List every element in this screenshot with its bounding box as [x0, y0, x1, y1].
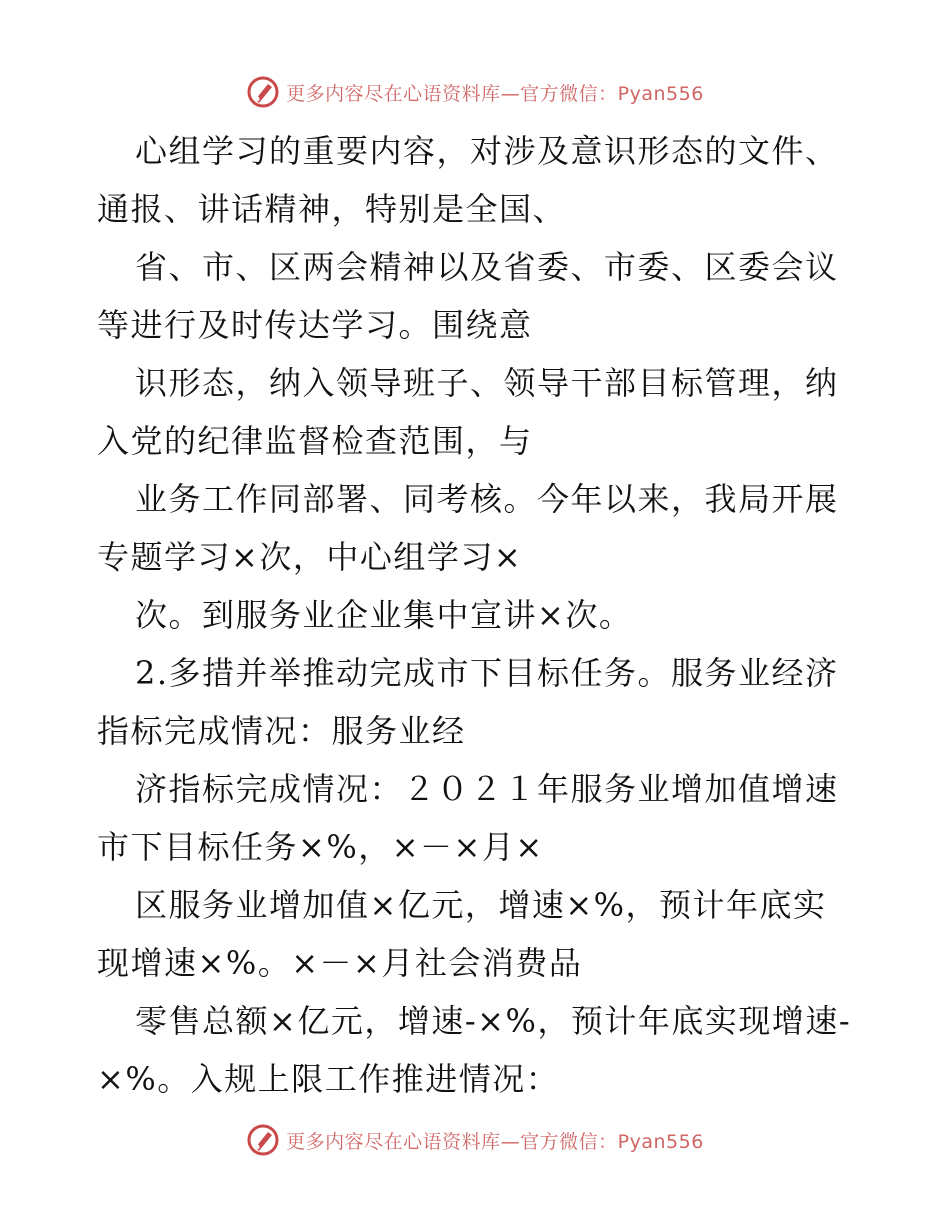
pen-circle-logo-icon — [246, 1123, 280, 1157]
paragraph-1: 心组学习的重要内容，对涉及意识形态的文件、通报、讲话精神，特别是全国、 — [97, 132, 839, 228]
paragraph-6: 2.多措并举推动完成市下目标任务。服务业经济指标完成情况：服务业经 — [97, 654, 839, 750]
paragraph-8: 区服务业增加值×亿元，增速×%，预计年底实现增速×%。×－×月社会消费品 — [97, 886, 827, 982]
paragraph-7: 济指标完成情况：２０２１年服务业增加值增速市下目标任务×%，×－×月× — [97, 770, 839, 866]
paragraph-5: 次。到服务业企业集中宣讲×次。 — [135, 596, 633, 634]
paragraph-2: 省、市、区两会精神以及省委、市委、区委会议等进行及时传达学习。围绕意 — [97, 248, 839, 344]
paragraph-3: 识形态，纳入领导班子、领导干部目标管理，纳入党的纪律监督检查范围，与 — [97, 364, 839, 460]
watermark-footer — [0, 1120, 950, 1160]
pen-circle-logo-icon — [246, 75, 280, 109]
paragraph-9: 零售总额×亿元，增速-×%，预计年底实现增速-×%。入规上限工作推进情况： — [97, 1002, 852, 1098]
watermark-text: 更多内容尽在心语资料库—官方微信：Pyan556 — [286, 1130, 704, 1153]
watermark-header — [0, 72, 950, 112]
paragraph-4: 业务工作同部署、同考核。今年以来，我局开展专题学习×次，中心组学习× — [97, 480, 839, 576]
watermark-text: 更多内容尽在心语资料库—官方微信：Pyan556 — [286, 82, 704, 105]
document-body — [97, 122, 857, 1108]
